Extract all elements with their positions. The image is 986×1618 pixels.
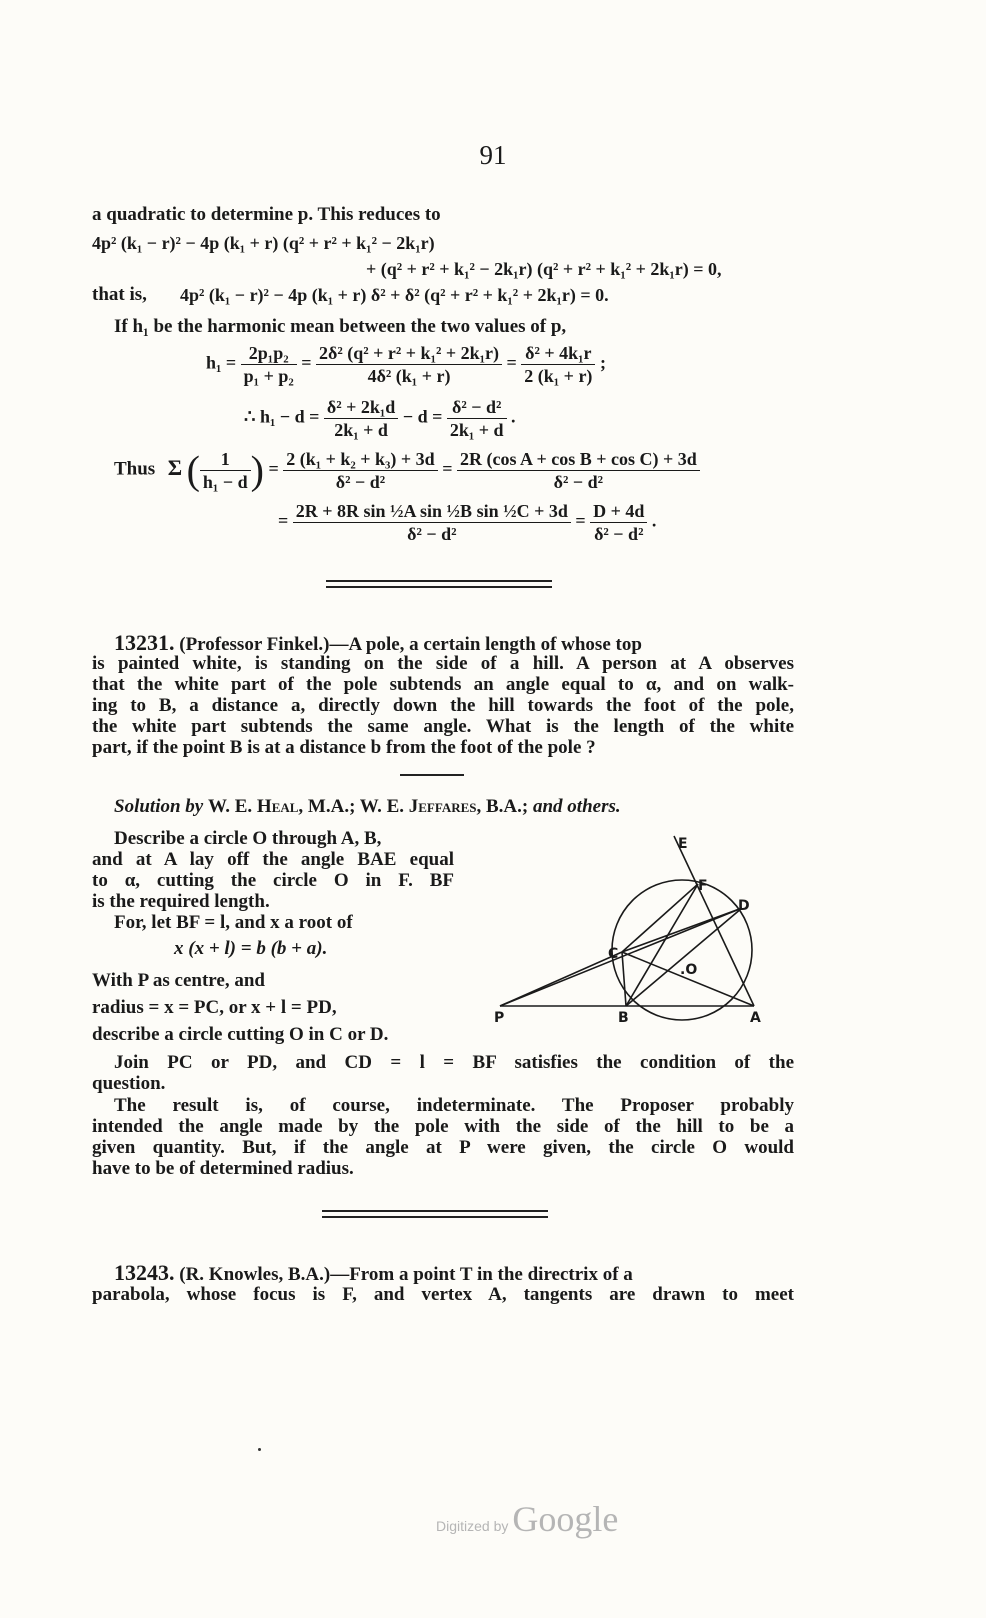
right-paren: ) [250, 447, 264, 493]
section-divider [322, 1216, 548, 1218]
denominator: δ² − d² [553, 472, 604, 492]
section-divider [326, 586, 552, 588]
fraction [447, 396, 507, 441]
line-bd [626, 908, 742, 1006]
solution-line: radius = x = PC, or x + l = PD, [92, 997, 337, 1018]
numerator: D + 4d [590, 500, 647, 523]
solvers: W. E. Heal, M.A.; W. E. Jeffares, B.A.; [207, 796, 529, 817]
harmonic-mean-intro: If h₁ be the harmonic mean between the two values of p, [114, 316, 567, 337]
solution-line: Describe a circle O through A, B, [114, 828, 382, 849]
sum-symbol: Σ [167, 454, 183, 480]
numerator: 2δ² (q² + r² + k₁² + 2k₁r) [316, 342, 502, 365]
fraction [457, 448, 700, 493]
h1-equation: h₁ = $\frac{\text{2p₁p₂}}{\text{p₁ + p₂}}$ = $\frac{\text{2δ² (q² + r² + k₁² + 2k₁r)}}{\text{4δ² (k₁ + r)}}$ = $\frac{\text{δ² + 4k₁r}}{\text{2 (k₁ + r)}}$ ; [206, 343, 606, 386]
solution-line: to α, cutting the circle O in F. BF [92, 870, 454, 891]
solution-line: is the required length. [92, 891, 270, 912]
numerator: δ² + 4k₁r [521, 342, 595, 365]
minus-d: − d = [402, 406, 443, 427]
label-e: E [678, 836, 688, 852]
fraction [200, 448, 251, 493]
label-d: D [738, 898, 750, 914]
stray-mark [258, 1448, 261, 1451]
solution-line: Join PC or PD, and CD = l = BF satisfies the condition of the [114, 1052, 794, 1073]
solution-line: For, let BF = l, and x a root of [114, 912, 353, 933]
solution-line: describe a circle cutting O in C or D. [92, 1024, 389, 1045]
punctuation: ; [599, 352, 606, 373]
numerator: 1 [200, 448, 251, 471]
problem-text: (Professor Finkel.)—A pole, a certain length of whose top [179, 634, 642, 655]
circle-o [612, 880, 752, 1020]
watermark-prefix: Digitized by [436, 1518, 509, 1534]
therefore-lhs: ∴ h₁ − d = [244, 406, 320, 427]
solution-line: given quantity. But, if the angle at P were given, the circle O would [92, 1137, 794, 1158]
problem-13231-line: the white part subtends the same angle. What is the length of the white [92, 716, 794, 737]
denominator: 2 (k₁ + r) [524, 366, 593, 386]
label-a: A [750, 1010, 761, 1026]
label-b: B [618, 1010, 629, 1026]
solution-line: The result is, of course, indeterminate. The Proposer probably [114, 1095, 794, 1116]
left-paren: ( [186, 447, 200, 493]
problem-13231-line: is painted white, is standing on the side of a hill. A person at A observes [92, 653, 794, 674]
punctuation: . [651, 510, 657, 531]
equation-1a: 4p² (k₁ − r)² − 4p (k₁ + r) (q² + r² + k₁² − 2k₁r) [92, 233, 435, 253]
solution-line: and at A lay off the angle BAE equal [92, 849, 454, 870]
numerator: δ² − d² [447, 396, 507, 419]
fraction [241, 342, 297, 387]
that-is-label: that is, [92, 284, 147, 305]
continuation-line: a quadratic to determine p. This reduces to [92, 204, 441, 225]
numerator: 2p₁p₂ [241, 342, 297, 365]
section-divider [322, 1210, 548, 1212]
fraction [293, 500, 571, 545]
section-divider [326, 580, 552, 582]
denominator: 2k₁ + d [449, 420, 504, 440]
watermark-brand: Google [512, 1499, 619, 1539]
line-bf [626, 884, 698, 1006]
denominator: δ² − d² [594, 524, 644, 544]
problem-13243-line [92, 1262, 794, 1286]
denominator: δ² − d² [407, 524, 457, 544]
label-o: .O [680, 962, 698, 978]
digitized-watermark [436, 1498, 618, 1540]
line-cb [622, 952, 626, 1006]
line-ae [674, 836, 754, 1006]
fraction [521, 342, 595, 387]
and-others: and others. [532, 796, 621, 817]
sum-equation-continued: = $\frac{\text{2R + 8R sin ½A sin ½B sin ½C + 3d}}{\text{δ² − d²}}$ = $\frac{D + 4d}{\text{δ² − d²}}$ . [278, 501, 657, 544]
denominator: p₁ + p₂ [243, 366, 294, 386]
fraction [324, 396, 398, 441]
solution-line: have to be of determined radius. [92, 1158, 354, 1179]
equation-2: 4p² (k₁ − r)² − 4p (k₁ + r) δ² + δ² (q² + r² + k₁² + 2k₁r) = 0. [180, 285, 609, 305]
label-f: F [698, 878, 708, 894]
therefore-equation [244, 396, 516, 441]
solution-line: intended the angle made by the pole with the side of the hill to be a [92, 1116, 794, 1137]
solution-line: With P as centre, and [92, 970, 265, 991]
solution-line: question. [92, 1073, 166, 1094]
solution-header [114, 796, 816, 818]
fraction [590, 500, 647, 545]
problem-number: 13231. [114, 630, 175, 655]
equation-1b: + (q² + r² + k₁² − 2k₁r) (q² + r² + k₁² + 2k₁r) = 0, [366, 259, 722, 279]
fraction [316, 342, 502, 387]
numerator: δ² + 2k₁d [324, 396, 398, 419]
problem-13231-line: ing to B, a distance a, directly down the hill towards the foot of the pole, [92, 695, 794, 716]
line-pd [500, 908, 742, 1006]
denominator: 4δ² (k₁ + r) [367, 366, 451, 386]
thus-label: Thus [114, 458, 156, 480]
label-c: C [608, 946, 619, 962]
denominator: h₁ − d [202, 472, 248, 492]
label-p: P [494, 1010, 505, 1026]
punctuation: . [511, 406, 516, 427]
denominator: 2k₁ + d [334, 420, 388, 440]
short-divider [400, 774, 464, 776]
problem-text: (R. Knowles, B.A.)—From a point T in the directrix of a [179, 1264, 633, 1285]
problem-13243-line: parabola, whose focus is F, and vertex A, tangents are drawn to meet [92, 1284, 794, 1305]
page-number: 91 [479, 140, 507, 170]
problem-13231-line: that the white part of the pole subtends an angle equal to α, and on walk- [92, 674, 794, 695]
sum-equation: Thus Σ ( $\frac{1}{\text{h₁ − d}}$ ) = $\frac{\text{2 (k₁ + k₂ + k₃) + 3d}}{\text{δ² − d²}}$ = $\frac{\text{2R (cos A + cos B + cos C) + 3d}}{\text{δ² − d²}}$ [114, 448, 700, 493]
line-cd [622, 908, 742, 952]
numerator: 2 (k₁ + k₂ + k₃) + 3d [283, 448, 438, 471]
solution-equation: x (x + l) = b (b + a). [174, 938, 328, 959]
geometry-diagram [486, 826, 786, 1026]
problem-number: 13243. [114, 1260, 175, 1285]
solution-by-label: Solution by [114, 796, 204, 817]
numerator: 2R + 8R sin ½A sin ½B sin ½C + 3d [293, 500, 571, 523]
h1-lhs: h₁ = [206, 352, 237, 373]
numerator: 2R (cos A + cos B + cos C) + 3d [457, 448, 700, 471]
problem-13231-line: part, if the point B is at a distance b from the foot of the pole ? [92, 737, 596, 758]
fraction [283, 448, 438, 493]
denominator: δ² − d² [335, 472, 386, 492]
